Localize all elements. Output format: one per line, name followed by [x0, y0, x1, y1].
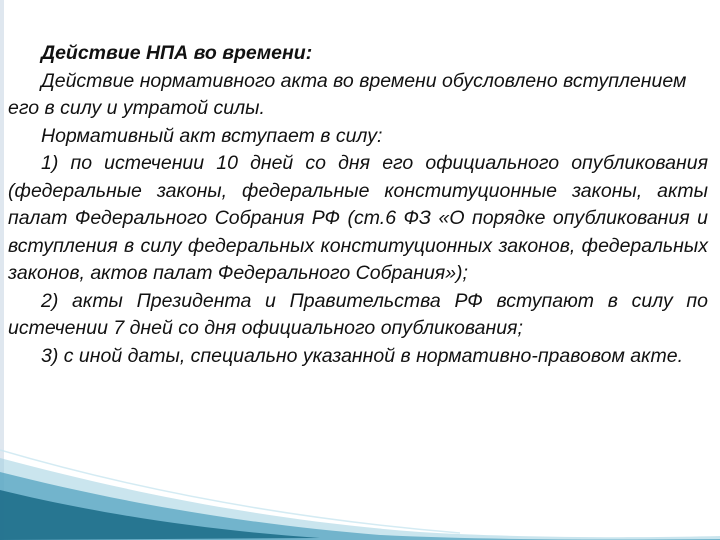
paragraph-entry-into-force: Нормативный акт вступает в силу: [41, 124, 383, 147]
list-item-1: 1) по истечении 10 дней со дня его официального опубликования (федеральные законы, федеральные конституционные законы, акты палат Федерального Собрания РФ (ст.6 ФЗ «О порядке опубликования и вступления в силу федеральных конституционных законов, федеральных законов, актов палат Федерального Собрания»); [8, 152, 708, 284]
list-item-3: 3) с иной даты, специально указанной в нормативно-правовом акте. [41, 344, 684, 367]
decorative-wave [0, 420, 720, 540]
slide-text-block [8, 40, 708, 370]
paragraph-intro: Действие нормативного акта во времени обусловлено вступлением его в силу и утратой силы. [8, 69, 687, 119]
list-item-2: 2) акты Президента и Правительства РФ вступают в силу по истечении 7 дней со дня официального опубликования; [8, 289, 708, 339]
slide-title: Действие НПА во времени: [41, 42, 313, 64]
